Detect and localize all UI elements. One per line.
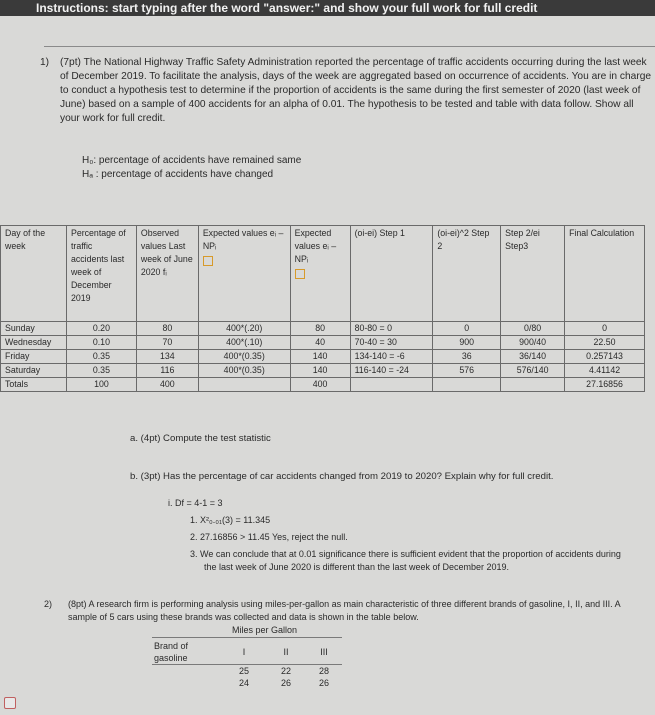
null-hypothesis: H₀: percentage of accidents have remained same xyxy=(82,155,302,166)
cell-step3[interactable]: 576/140 xyxy=(501,364,565,378)
alternative-hypothesis: Hₐ : percentage of accidents have changed xyxy=(82,169,274,180)
header-percentage: Percentage of traffic accidents last week of December 2019 xyxy=(66,226,136,322)
mpg-header-i: I xyxy=(222,640,266,665)
mpg-title-underline xyxy=(152,637,342,638)
mpg-cell xyxy=(152,665,222,678)
cell-expected[interactable]: 80 xyxy=(290,322,350,336)
cell-observed[interactable]: 116 xyxy=(136,364,198,378)
cell-observed[interactable]: 80 xyxy=(136,322,198,336)
table-header-row xyxy=(1,226,645,322)
header-step2: (oi-ei)^2 Step 2 xyxy=(433,226,501,322)
header-step3: Step 2/ei Step3 xyxy=(501,226,565,322)
cell-percentage[interactable]: 0.35 xyxy=(66,364,136,378)
cell-day[interactable]: Friday xyxy=(1,350,67,364)
cell-step1[interactable]: 80-80 = 0 xyxy=(350,322,433,336)
mpg-header-ii: II xyxy=(266,640,306,665)
divider-line xyxy=(44,46,655,47)
cell-percentage[interactable]: 0.35 xyxy=(66,350,136,364)
cell-observed[interactable]: 400 xyxy=(136,378,198,392)
cell-expected-formula[interactable] xyxy=(198,378,290,392)
answer-step1[interactable]: 1. X²₀.₀₁(3) = 11.345 xyxy=(190,515,271,525)
header-expected-formula xyxy=(198,226,290,322)
cell-expected[interactable]: 140 xyxy=(290,350,350,364)
cell-percentage[interactable]: 0.20 xyxy=(66,322,136,336)
mpg-row xyxy=(152,665,342,678)
mpg-cell: 28 xyxy=(318,666,329,676)
cell-step1[interactable]: 116-140 = -24 xyxy=(350,364,433,378)
table-row xyxy=(1,364,645,378)
header-day: Day of the week xyxy=(1,226,67,322)
table-row xyxy=(1,336,645,350)
header-expected-values-label: Expected values eᵢ – NPᵢ xyxy=(294,228,337,264)
cell-day[interactable]: Wednesday xyxy=(1,336,67,350)
answer-df[interactable]: i. Df = 4-1 = 3 xyxy=(168,498,223,508)
cell-step2[interactable] xyxy=(433,378,501,392)
question-2-number: 2) xyxy=(44,599,53,609)
table-row xyxy=(1,350,645,364)
cell-final[interactable]: 0 xyxy=(565,322,645,336)
table-row xyxy=(1,322,645,336)
header-expected-formula-label: Expected values eᵢ – NPᵢ xyxy=(202,228,284,251)
mpg-header-brand: Brand of gasoline xyxy=(152,640,222,665)
header-final: Final Calculation xyxy=(565,226,645,322)
cell-final[interactable]: 0.257143 xyxy=(565,350,645,364)
cell-expected[interactable]: 140 xyxy=(290,364,350,378)
instructions-banner xyxy=(0,0,655,16)
cell-expected-formula[interactable]: 400*(.10) xyxy=(198,336,290,350)
answer-box[interactable] xyxy=(295,269,305,279)
cell-day[interactable]: Saturday xyxy=(1,364,67,378)
cell-percentage[interactable]: 100 xyxy=(66,378,136,392)
cell-final[interactable]: 4.41142 xyxy=(565,364,645,378)
cell-final[interactable]: 27.16856 xyxy=(565,378,645,392)
cell-observed[interactable]: 134 xyxy=(136,350,198,364)
question-1 xyxy=(40,56,652,126)
header-expected-values xyxy=(290,226,350,322)
table-row-totals xyxy=(1,378,645,392)
cell-expected[interactable]: 40 xyxy=(290,336,350,350)
cell-step2[interactable]: 576 xyxy=(433,364,501,378)
mpg-table xyxy=(152,640,342,689)
cell-step2[interactable]: 36 xyxy=(433,350,501,364)
cell-step3[interactable]: 0/80 xyxy=(501,322,565,336)
question-2-text: (8pt) A research firm is performing analysis using miles-per-gallon as main characteristic of three different brands of gasoline, I, II, and III. A sample of 5 cars using these brands was collected and data is shown in the table below. xyxy=(68,599,621,622)
cell-expected-formula[interactable]: 400*(0.35) xyxy=(198,350,290,364)
question-2 xyxy=(44,598,649,624)
mpg-cell: 24 xyxy=(238,678,249,688)
header-observed: Observed values Last week of June 2020 fᵢ xyxy=(136,226,198,322)
cell-percentage[interactable]: 0.10 xyxy=(66,336,136,350)
mpg-cell: 22 xyxy=(280,666,291,676)
cell-step3[interactable] xyxy=(501,378,565,392)
cell-expected-formula[interactable]: 400*(.20) xyxy=(198,322,290,336)
mpg-cell xyxy=(152,677,222,689)
accident-data-table xyxy=(0,225,645,392)
part-a: a. (4pt) Compute the test statistic xyxy=(130,433,271,444)
cell-step1[interactable]: 134-140 = -6 xyxy=(350,350,433,364)
cell-step2[interactable]: 0 xyxy=(433,322,501,336)
instructions-text: Instructions: start typing after the word "answer:" and show your full work for full credit xyxy=(36,1,538,15)
cell-observed[interactable]: 70 xyxy=(136,336,198,350)
answer-box[interactable] xyxy=(203,256,213,266)
mpg-table-title: Miles per Gallon xyxy=(232,625,298,635)
part-b: b. (3pt) Has the percentage of car accidents changed from 2019 to 2020? Explain why for full credit. xyxy=(130,471,554,482)
cell-step1[interactable] xyxy=(350,378,433,392)
cell-day[interactable]: Sunday xyxy=(1,322,67,336)
question-1-number: 1) xyxy=(40,57,50,68)
cell-step2[interactable]: 900 xyxy=(433,336,501,350)
cell-step3[interactable]: 36/140 xyxy=(501,350,565,364)
question-1-text: (7pt) The National Highway Traffic Safety Administration reported the percentage of traffic accidents occurring during the last week of December 2019. To facilitate the analysis, days of the week are aggregated based on occurrence of accidents. You are in charge to conduct a hypothesis test to determine if the proportion of accidents is the same during the first semester of 2020 (last week of June) based on a sample of 400 accidents for an alpha of 0.01. The hypothesis to be tested and table with data follow. Show all your work for full credit. xyxy=(60,57,652,124)
mpg-cell: 26 xyxy=(280,678,291,688)
answer-step2[interactable]: 2. 27.16856 > 11.45 Yes, reject the null. xyxy=(190,532,348,542)
header-step1: (oi-ei) Step 1 xyxy=(350,226,433,322)
mpg-header-row xyxy=(152,640,342,665)
document-icon[interactable] xyxy=(4,697,16,709)
cell-step1[interactable]: 70-40 = 30 xyxy=(350,336,433,350)
cell-day[interactable]: Totals xyxy=(1,378,67,392)
mpg-cell: 26 xyxy=(318,678,329,688)
mpg-header-iii: III xyxy=(306,640,342,665)
answer-step3[interactable]: 3. We can conclude that at 0.01 significance there is sufficient evident that the proportion of accidents during the last week of June 2020 is different than the last week of December 2019. xyxy=(190,549,621,572)
cell-expected-formula[interactable]: 400*(0.35) xyxy=(198,364,290,378)
mpg-cell: 25 xyxy=(238,666,249,676)
cell-step3[interactable]: 900/40 xyxy=(501,336,565,350)
cell-expected[interactable]: 400 xyxy=(290,378,350,392)
mpg-row xyxy=(152,677,342,689)
cell-final[interactable]: 22.50 xyxy=(565,336,645,350)
